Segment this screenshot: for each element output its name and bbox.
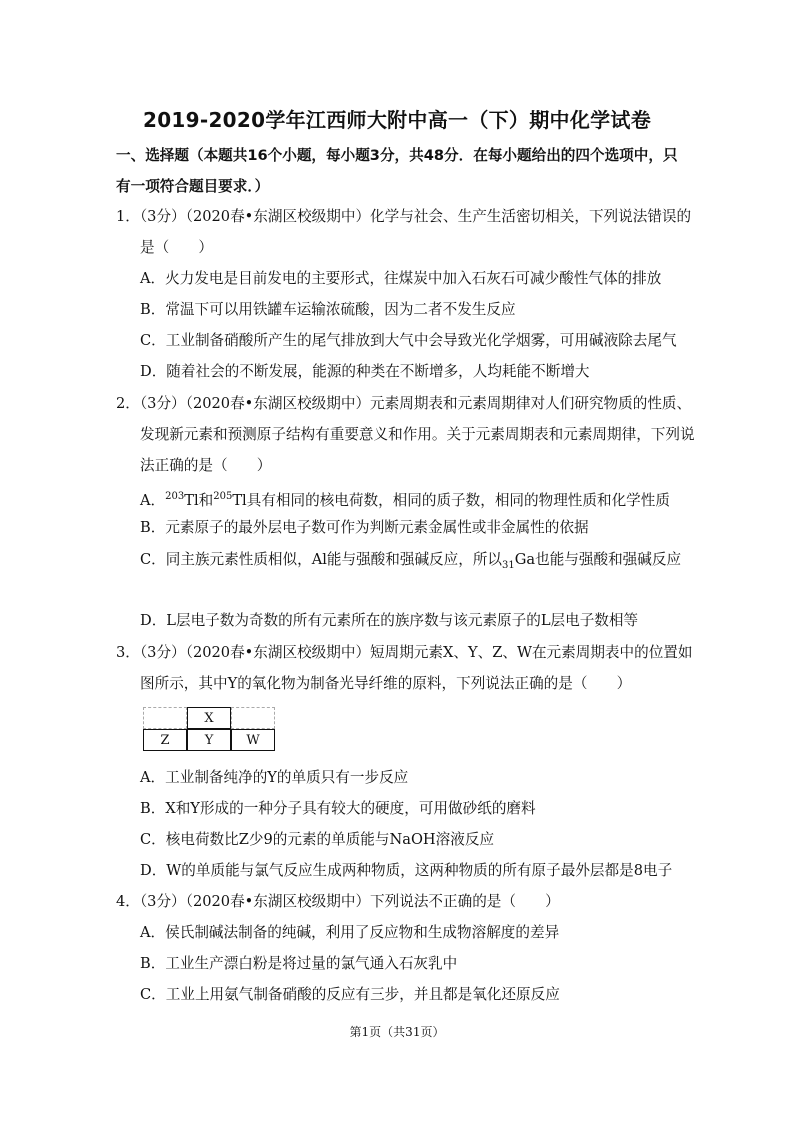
q4-option-c: C．工业上用氨气制备硝酸的反应有三步，并且都是氧化还原反应 (140, 986, 560, 1003)
q2-option-d: D．L层电子数为奇数的所有元素所在的族序数与该元素原子的L层电子数相等 (140, 612, 639, 629)
q2-option-a-element1: Tl和 (184, 491, 214, 509)
table-empty-cell (231, 707, 275, 729)
q3-option-d: D．W的单质能与氯气反应生成两种物质，这两种物质的所有原子最外层都是8电子 (140, 862, 673, 879)
q3-option-b: B．X和Y形成的一种分子具有较大的硬度，可用做砂纸的磨料 (140, 800, 536, 817)
table-cell-w: W (231, 729, 275, 751)
q2-atomic-number-31: 31 (502, 559, 515, 571)
q2-mass-number-205: 205 (213, 491, 233, 502)
q1-option-a: A．火力发电是目前发电的主要形式，往煤炭中加入石灰石可减少酸性气体的排放 (140, 270, 662, 287)
q3-stem-line1: 3．（3分）（2020春•东湖区校级期中）短周期元素X、Y、Z、W在元素周期表中的位置如 (116, 644, 693, 661)
page-title: 2019-2020学年江西师大附中高一（下）期中化学试卷 (142, 108, 652, 132)
table-cell-z: Z (143, 729, 187, 751)
q2-option-a-prefix: A． (140, 491, 166, 509)
q1-option-c: C．工业制备硝酸所产生的尾气排放到大气中会导致光化学烟雾，可用碱液除去尾气 (140, 332, 677, 349)
q2-stem-line3: 法正确的是（ ） (140, 457, 272, 474)
q4-option-a: A．侯氏制碱法制备的纯碱，利用了反应物和生成物溶解度的差异 (140, 924, 560, 941)
q2-option-c (140, 549, 681, 577)
q2-option-a-rest: Tl具有相同的核电荷数，相同的质子数，相同的物理性质和化学性质 (232, 491, 670, 509)
page-footer: 第1页（共31页） (349, 1025, 445, 1039)
q2-option-c-rest: Ga也能与强酸和强碱反应 (514, 551, 682, 568)
table-cell-x: X (187, 707, 231, 729)
q2-stem-line2: 发现新元素和预测原子结构有重要意义和作用。关于元素周期表和元素周期律，下列说 (140, 426, 695, 443)
q1-stem-line2: 是（ ） (140, 239, 213, 256)
q4-option-b: B．工业生产漂白粉是将过量的氯气通入石灰乳中 (140, 955, 458, 972)
q1-option-d: D．随着社会的不断发展，能源的种类在不断增多，人均耗能不断增大 (140, 363, 590, 380)
q3-stem-line2: 图所示，其中Y的氧化物为制备光导纤维的原料，下列说法正确的是（ ） (140, 675, 632, 692)
q1-stem-line1: 1．（3分）（2020春•东湖区校级期中）化学与社会、生产生活密切相关，下列说法错误的 (116, 208, 692, 225)
q1-option-b: B．常温下可以用铁罐车运输浓硫酸，因为二者不发生反应 (140, 301, 516, 318)
q3-option-a: A．工业制备纯净的Y的单质只有一步反应 (140, 769, 409, 786)
q2-stem-line1: 2．（3分）（2020春•东湖区校级期中）元素周期表和元素周期律对人们研究物质的性质、 (116, 395, 692, 412)
q4-stem-line1: 4．（3分）（2020春•东湖区校级期中）下列说法不正确的是（ ） (116, 893, 560, 910)
section-heading-line1: 一、选择题（本题共16个小题，每小题3分，共48分．在每小题给出的四个选项中，只 (116, 147, 678, 164)
q2-option-b: B．元素原子的最外层电子数可作为判断元素金属性或非金属性的依据 (140, 519, 589, 536)
table-cell-y: Y (187, 729, 231, 751)
table-empty-cell (143, 707, 187, 729)
q3-option-c: C．核电荷数比Z少9的元素的单质能与NaOH溶液反应 (140, 831, 495, 848)
q2-mass-number-203: 203 (165, 491, 185, 502)
q2-option-c-main: C．同主族元素性质相似，Al能与强酸和强碱反应，所以 (140, 551, 503, 568)
q2-option-a (140, 486, 670, 512)
section-heading-line2: 有一项符合题目要求．） (116, 178, 270, 195)
